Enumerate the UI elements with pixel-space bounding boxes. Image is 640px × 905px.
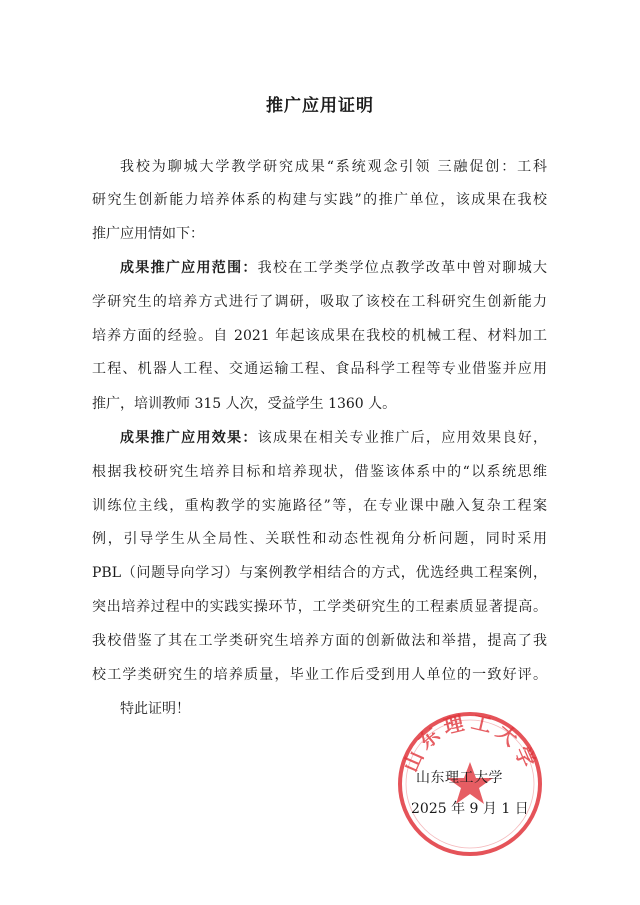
seal-arc-text: 山东理工大学 <box>398 709 542 776</box>
effect-line-2: 根据我校研究生培养目标和培养现状，借鉴该体系中的“以系统思维 <box>92 464 547 480</box>
effect-line-5: PBL（问题导向学习）与案例教学相结合的方式，优选经典工程案例， <box>92 565 547 581</box>
effect-line-7: 我校借鉴了其在工学类研究生培养方面的创新做法和举措，提高了我 <box>92 633 547 649</box>
scope-text-1: 我校在工学类学位点教学改革中曾对聊城大 <box>257 260 548 276</box>
scope-heading: 成果推广应用范围： <box>120 260 258 276</box>
document-title: 推广应用证明 <box>266 96 374 116</box>
effect-line-8: 校工学类研究生的培养质量，毕业工作后受到用人单位的一致好评。 <box>92 667 547 683</box>
scope-line-4: 工程、机器人工程、交通运输工程、食品科学工程等专业借鉴并应用 <box>92 361 547 377</box>
effect-text-1: 该成果在相关专业推广后，应用效果良好， <box>257 430 548 446</box>
effect-line-6: 突出培养过程中的实践实操环节，工学类研究生的工程素质显著提高。 <box>92 599 547 615</box>
intro-line-2: 研究生创新能力培养体系的构建与实践”的推广单位，该成果在我校 <box>92 192 547 208</box>
intro-line-3: 推广应用情如下： <box>92 226 204 242</box>
signature-date: 2025 年 9 月 1 日 <box>411 801 529 817</box>
scope-line-1 <box>120 258 547 278</box>
scope-line-5: 推广，培训教师 315 人次，受益学生 1360 人。 <box>92 396 397 412</box>
closing-text: 特此证明！ <box>120 701 190 717</box>
scope-line-3: 培养方面的经验。自 2021 年起该成果在我校的机械工程、材料加工 <box>92 328 547 344</box>
effect-line-4: 例，引导学生从全局性、关联性和动态性视角分析问题，同时采用 <box>92 531 547 547</box>
scope-line-2: 学研究生的培养方式进行了调研，吸取了该校在工科研究生创新能力 <box>92 294 547 310</box>
effect-line-3: 训练位主线，重构教学的实施路径”等，在专业课中融入复杂工程案 <box>92 498 547 514</box>
effect-line-1 <box>120 428 547 448</box>
effect-heading: 成果推广应用效果： <box>120 430 258 446</box>
signature-org: 山东理工大学 <box>416 770 503 786</box>
intro-line-1: 我校为聊城大学教学研究成果“系统观念引领 三融促创：工科 <box>120 159 547 175</box>
